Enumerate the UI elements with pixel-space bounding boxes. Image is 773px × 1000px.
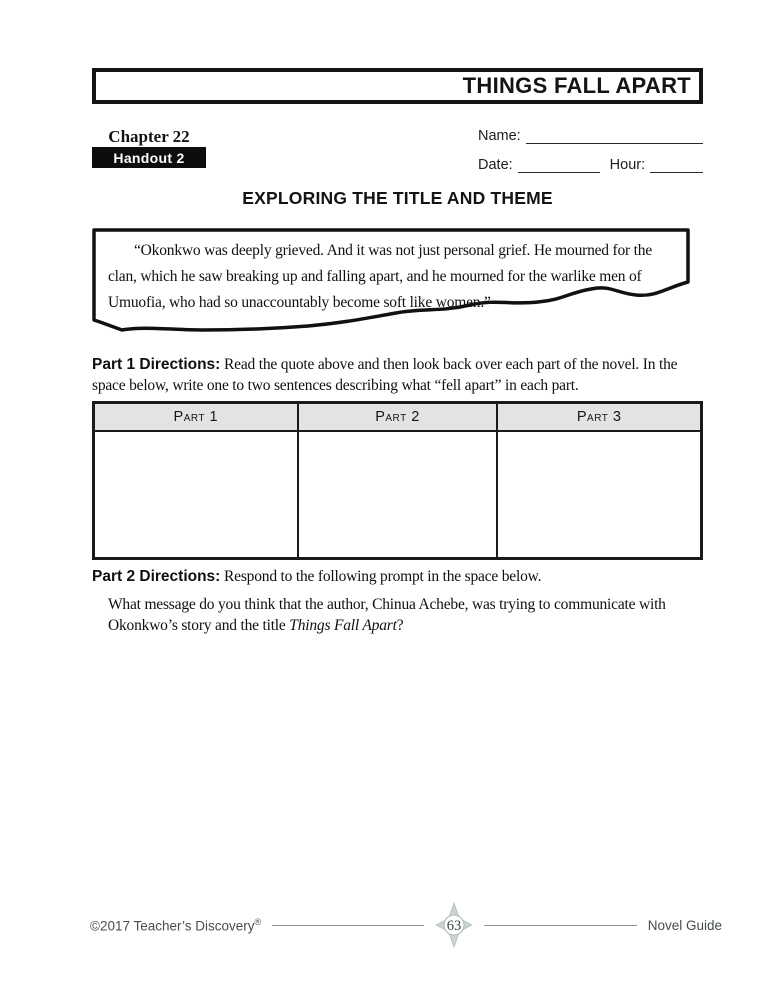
copyright-text: ©2017 Teacher’s Discovery®	[90, 916, 262, 934]
date-label: Date:	[478, 157, 513, 173]
handout-badge	[92, 147, 206, 168]
footer-rule-left	[272, 925, 424, 926]
book-title-banner	[92, 68, 703, 104]
part1-directions-text: Read the quote above and then look back over each part of the novel. In the space below, write one to two sentences describing what “fell apart” in each part.	[92, 356, 678, 394]
novel-quote: “Okonkwo was deeply grieved. And it was not just personal grief. He mourned for the clan, which he saw breaking up and falling apart, and he mourned for the warlike men of Umuofia, who had so unaccountably become soft like women.”	[108, 242, 653, 311]
quote-box	[92, 226, 692, 338]
part1-directions-label: Part 1 Directions:	[92, 356, 221, 373]
chapter-label: Chapter 22	[108, 127, 190, 146]
part2-directions-label: Part 2 Directions:	[92, 568, 221, 585]
footer-rule-right	[484, 925, 636, 926]
name-label: Name:	[478, 128, 521, 144]
table-header-part1: Part 1	[95, 404, 297, 432]
table-header-part3: Part 3	[498, 404, 700, 432]
series-title: Novel Guide	[647, 917, 722, 933]
date-hour-row	[478, 157, 703, 173]
parts-table	[92, 401, 703, 560]
page-number: 63	[447, 918, 462, 934]
date-field[interactable]	[518, 157, 600, 173]
table-cell-part3[interactable]	[498, 432, 700, 557]
page-footer	[90, 903, 722, 947]
registered-mark: ®	[254, 916, 262, 927]
part2-directions	[92, 567, 705, 588]
table-header-part2: Part 2	[297, 404, 499, 432]
table-cell-part2[interactable]	[297, 432, 499, 557]
book-title: THINGS FALL APART	[462, 73, 691, 98]
hour-field[interactable]	[650, 157, 703, 173]
prompt-text-before: What message do you think that the author, Chinua Achebe, was trying to communicate with Okonkwo’s story and the title	[108, 596, 666, 634]
compass-page-ornament	[435, 902, 473, 948]
prompt-text-after: ?	[396, 617, 404, 634]
part2-directions-text: Respond to the following prompt in the space below.	[220, 568, 542, 585]
prompt-book-title: Things Fall Apart	[289, 617, 397, 634]
page-title: EXPLORING THE TITLE AND THEME	[242, 188, 553, 208]
handout-label: Handout 2	[113, 149, 185, 166]
writing-prompt	[108, 594, 696, 636]
hour-label: Hour:	[609, 157, 646, 173]
name-field[interactable]	[526, 128, 703, 144]
student-info-block	[478, 128, 703, 186]
name-row	[478, 128, 703, 144]
part1-directions	[92, 355, 705, 396]
table-cell-part1[interactable]	[95, 432, 297, 557]
